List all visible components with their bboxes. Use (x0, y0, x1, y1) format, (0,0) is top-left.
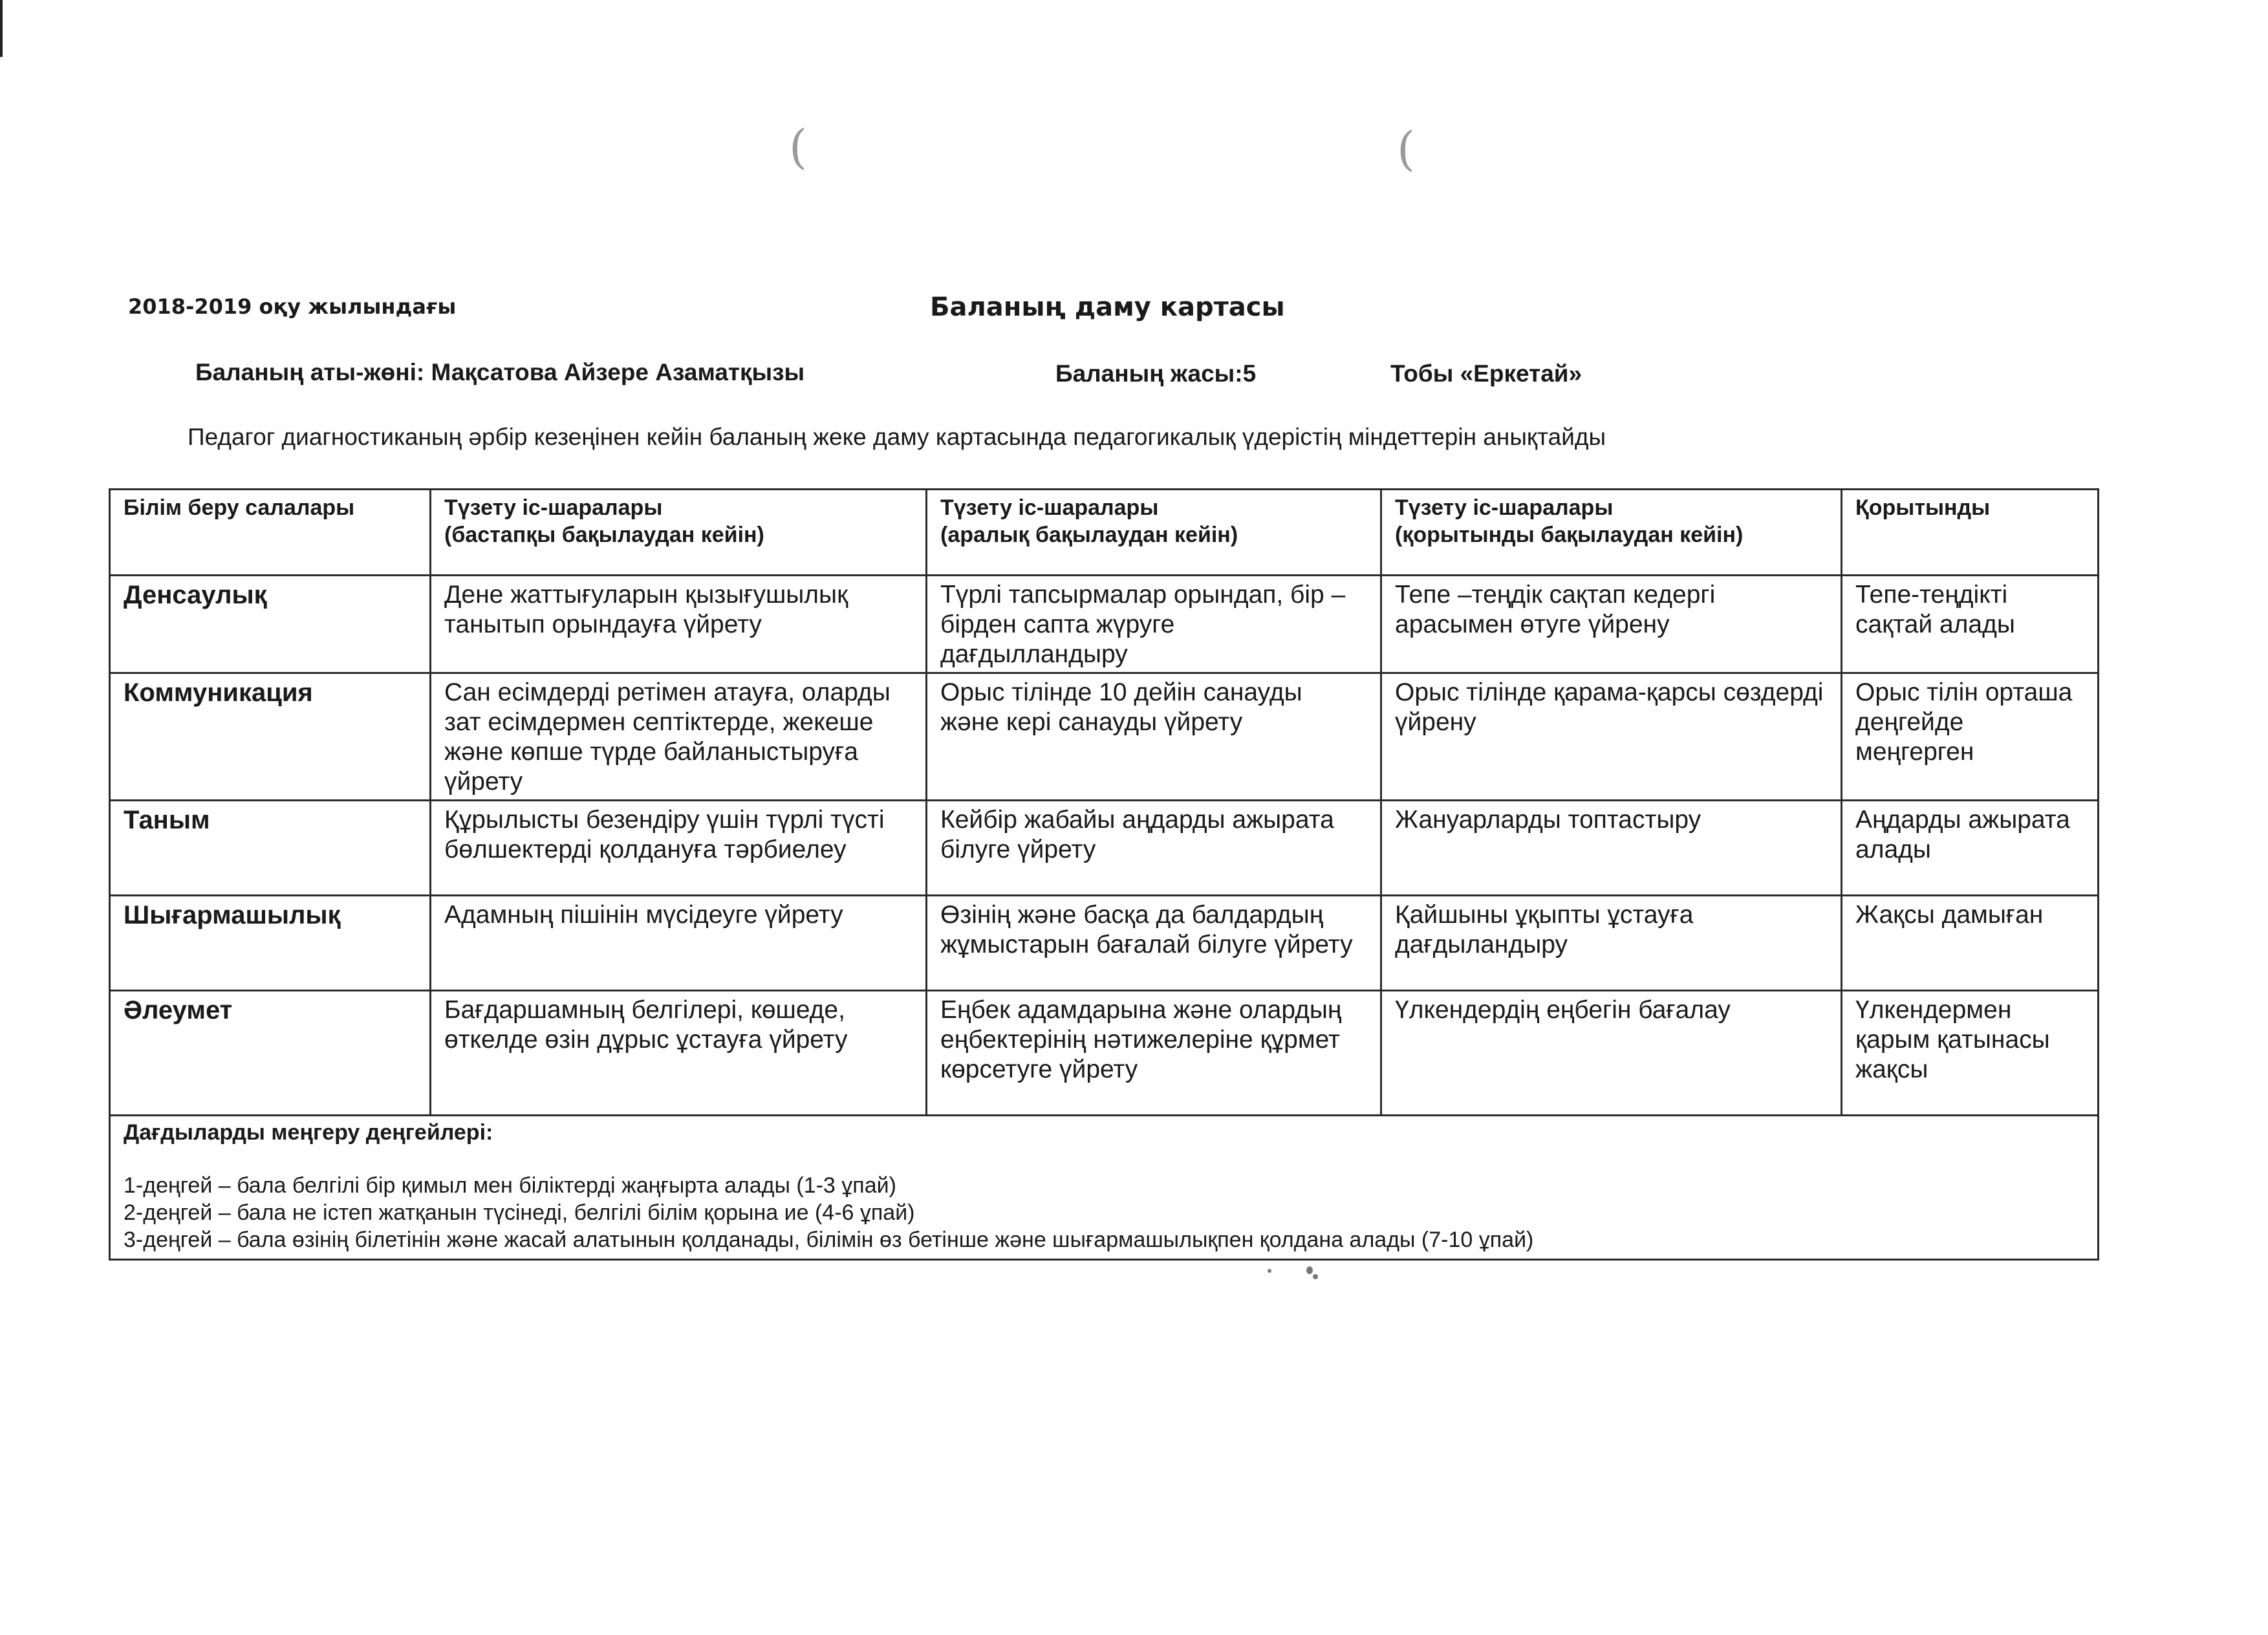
initial-cell: Дене жаттығуларын қызығушылық танытып орындауға үйрету (431, 576, 927, 673)
level-item: 3-деңгей – бала өзінің білетінін және жасай алатынын қолданады, білімін өз бетінше және шығармашылықпен қолдана алады (7-10 ұпай) (124, 1228, 1534, 1252)
table-row (110, 801, 2099, 896)
initial-cell: Сан есімдерді ретімен атауға, оларды зат есімдермен септіктерде, жекеше және көпше түрде байланыстыруға үйрету (431, 673, 927, 801)
final-cell: Тепе –теңдік сақтап кедергі арасымен өтуге үйрену (1381, 576, 1842, 673)
intermediate-cell: Еңбек адамдарына және олардың еңбектерінің нәтижелеріне құрмет көрсетуге үйрету (927, 991, 1381, 1116)
level-item: 1-деңгей – бала белгілі бір қимыл мен біліктерді жаңғырта алады (1-3 ұпай) (124, 1173, 896, 1198)
conclusion-cell: Үлкендермен қарым қатынасы жақсы (1842, 991, 2099, 1116)
levels-title: Дағдыларды меңгеру деңгейлері: (124, 1120, 493, 1145)
intermediate-cell: Кейбір жабайы аңдарды ажырата білуге үйрету (927, 801, 1381, 896)
conclusion-cell: Орыс тілін орташа деңгейде меңгерген (1842, 673, 2099, 801)
conclusion-cell: Аңдарды ажырата алады (1842, 801, 2099, 896)
conclusion-cell: Жақсы дамыған (1842, 896, 2099, 991)
final-cell: Үлкендердің еңбегін бағалау (1381, 991, 1842, 1116)
column-header: Білім беру салалары (110, 490, 431, 576)
levels-row (110, 1116, 2099, 1260)
intro-text: Педагог диагностиканың әрбір кезеңінен кейін баланың жеке даму картасында педагогикалық үдерістің міндеттерін анықтайды (188, 424, 1606, 450)
levels-cell (110, 1116, 2099, 1260)
area-cell: Коммуникация (110, 673, 431, 801)
scan-artifact-mark: ( (1397, 122, 1416, 176)
final-cell: Қайшыны ұқыпты ұстауға дағдыландыру (1381, 896, 1842, 991)
intermediate-cell: Орыс тілінде 10 дейін санауды және кері санауды үйрету (927, 673, 1381, 801)
column-header: Түзету іс-шаралары (қорытынды бақылаудан кейін) (1381, 490, 1842, 576)
final-cell: Орыс тілінде қарама-қарсы сөздерді үйрену (1381, 673, 1842, 801)
table-header-row (110, 490, 2099, 576)
area-cell: Денсаулық (110, 576, 431, 673)
table-row (110, 991, 2099, 1116)
development-table (109, 488, 2099, 1261)
child-age: Баланың жасы:5 (1055, 360, 1257, 387)
child-group: Тобы «Еркетай» (1390, 360, 1582, 387)
area-cell: Әлеумет (110, 991, 431, 1116)
document-title: Баланың даму картасы (930, 292, 1285, 322)
scan-speck (1268, 1269, 1271, 1273)
scan-artifact-mark: ( (789, 120, 808, 174)
area-cell: Таным (110, 801, 431, 896)
scan-edge-mark (0, 0, 3, 57)
area-cell: Шығармашылық (110, 896, 431, 991)
level-item: 2-деңгей – бала не істеп жатқанын түсінеді, белгілі білім қорына ие (4-6 ұпай) (124, 1200, 915, 1225)
initial-cell: Бағдаршамның белгілері, көшеде, өткелде өзін дұрыс ұстауға үйрету (431, 991, 927, 1116)
intermediate-cell: Түрлі тапсырмалар орындап, бір – бірден сапта жүруге дағдылландыру (927, 576, 1381, 673)
scan-speck (1313, 1274, 1318, 1279)
initial-cell: Құрылысты безендіру үшін түрлі түсті бөлшектерді қолдануға тәрбиелеу (431, 801, 927, 896)
scan-speck (1306, 1266, 1313, 1274)
school-year: 2018-2019 оқу жылындағы (128, 294, 457, 319)
column-header: Түзету іс-шаралары (бастапқы бақылаудан кейін) (431, 490, 927, 576)
initial-cell: Адамның пішінін мүсідеуге үйрету (431, 896, 927, 991)
column-header: Түзету іс-шаралары (аралық бақылаудан кейін) (927, 490, 1381, 576)
table-row (110, 896, 2099, 991)
child-name: Баланың аты-жөні: Мақсатова Айзере Азаматқызы (195, 359, 805, 385)
column-header: Қорытынды (1842, 490, 2099, 576)
conclusion-cell: Тепе-теңдікті сақтай алады (1842, 576, 2099, 673)
intermediate-cell: Өзінің және басқа да балдардың жұмыстарын бағалай білуге үйрету (927, 896, 1381, 991)
table-row (110, 673, 2099, 801)
final-cell: Жануарларды топтастыру (1381, 801, 1842, 896)
table-row (110, 576, 2099, 673)
